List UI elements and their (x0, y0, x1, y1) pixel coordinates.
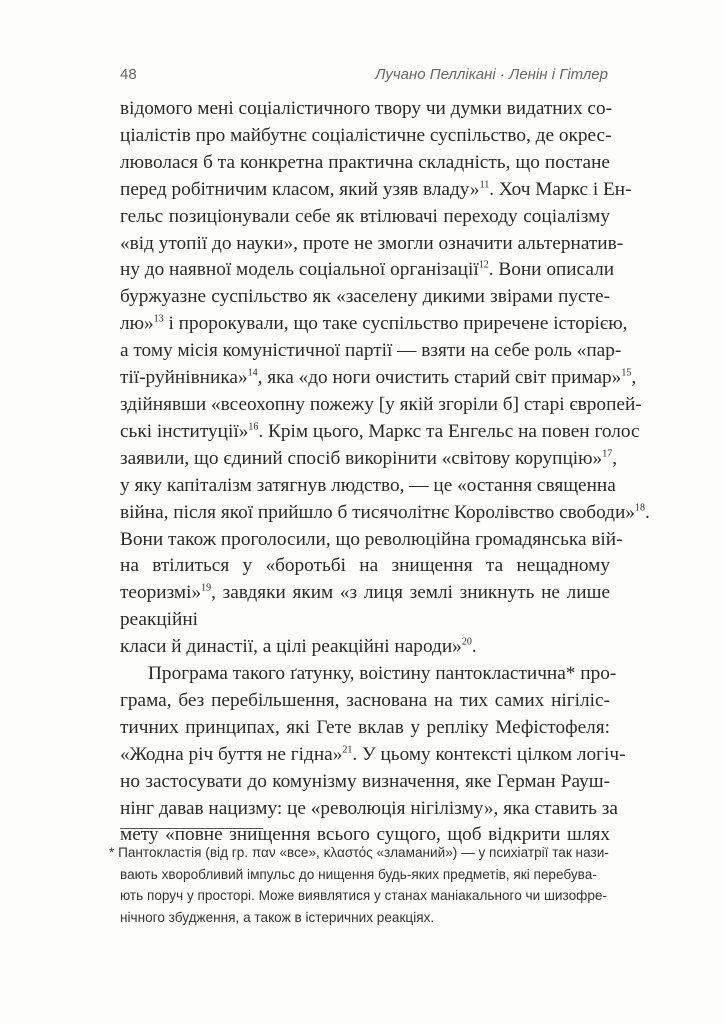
footnote-ref: 19 (201, 582, 212, 594)
text-line: а тому місія комуністичної партії — взяти на себе роль «пар- (120, 340, 622, 362)
text-line: заявили, що єдиний спосіб викорінити «світову корупцію»$^{17}$, (120, 447, 618, 469)
footnote-ref: 16 (248, 421, 259, 433)
text-line: перед робітничим класом, який узяв владу»$^{11}$. Хоч Маркс і Ен- (120, 178, 632, 200)
text-line: війна, після якої прийшло б тисячолітнє Королівство свободи»$^{18}$. (120, 501, 650, 523)
footnote-line: * Пантокластія (від гр. παν «все», κλαστός «зламаний») — у психіатрії так нази- (109, 845, 609, 860)
footnote-ref: 12 (478, 260, 489, 272)
paragraph-2 (120, 661, 626, 849)
text-line: Вони також проголосили, що революційна громадянська вій- (120, 528, 623, 550)
footnote-ref: 14 (247, 367, 258, 379)
running-title: Лучано Пеллікані · Ленін і Гітлер (375, 66, 608, 83)
paragraph-1 (120, 96, 650, 661)
text-line: лю»$^{13}$ і пророкували, що таке суспільство приречене історією, (120, 313, 628, 335)
footnote-ref: 15 (621, 367, 632, 379)
text-line: мету «повне знищення всього сущого, щоб відкрити шлях (120, 824, 610, 846)
footnote-line: ють поруч у просторі. Може виявлятися у станах маніакального чи шизофре- (120, 888, 607, 903)
footnote-ref: 21 (342, 744, 353, 756)
footnote (109, 842, 612, 928)
footnote-line: нічного збудження, а також в істеричних реакціях. (120, 909, 435, 925)
text-line: на втілиться у «боротьбі на знищення та нещадному теоризмі»$^{19}$, завдяки яким «з лиця землі зникнуть не лише реакційні (120, 555, 610, 631)
text-line: буржуазне суспільство як «заселену дикими звірами пусте- (120, 286, 610, 308)
text-line: гельс позиціонували себе як втілювачі переходу соціалізму (120, 205, 610, 227)
text-line: но застосувати до комунізму визначення, яке Герман Рауш- (120, 770, 610, 792)
text-line: ціалістів про майбутнє соціалістичне суспільство, де окрес- (120, 124, 612, 146)
text-line: «від утопії до науки», проте не змогли означити альтернатив- (120, 232, 624, 254)
footnote-ref: 20 (461, 636, 472, 648)
text-line: ну до наявної модель соціальної організації$^{12}$. Вони описали (120, 259, 615, 281)
text-line: люволася б та конкретна практична складність, що постане (120, 151, 610, 173)
footnote-line: вають хворобливий імпульс до нищення будь-яких предметів, які перебува- (120, 866, 597, 882)
page-number: 48 (120, 66, 137, 83)
footnote-ref: 13 (153, 313, 164, 325)
text-line: класи й династії, а цілі реакційні народи»$^{20}$. (120, 636, 477, 658)
text-line: у яку капіталізм затягнув людство, — це «остання священна (120, 474, 616, 496)
footnote-ref: 11 (479, 179, 490, 191)
text-line: здійнявши «всеохопну пожежу [у якій згоріли б] старі європей- (120, 393, 642, 415)
text-line: ські інституції»$^{16}$. Крім цього, Маркс та Енгельс на повен голос (120, 420, 640, 442)
text-line: грама, без перебільшення, заснована на тих самих нігіліс- (120, 689, 610, 711)
text-line: тії-руйнівника»$^{14}$, яка «до ноги очистить старий світ примар»$^{15}$, (120, 367, 637, 389)
footnote-ref: 18 (634, 502, 645, 514)
text-line: тичних принципах, які Гете вклав у репліку Мефістофеля: (120, 716, 610, 738)
text-line: «Жодна річ буття не гідна»$^{21}$. У цьому контексті цілком логіч- (120, 743, 626, 765)
text-line: відомого мені соціалістичного твору чи думки видатних со- (120, 98, 613, 119)
body-text (120, 96, 650, 849)
footnote-divider (120, 828, 263, 829)
footnote-ref: 17 (602, 448, 613, 460)
text-line: нінг давав нацизму: це «революція нігілізму», яка ставить за (120, 797, 618, 819)
text-line: Програма такого ґатунку, воістину пантокластична* про- (148, 663, 617, 685)
